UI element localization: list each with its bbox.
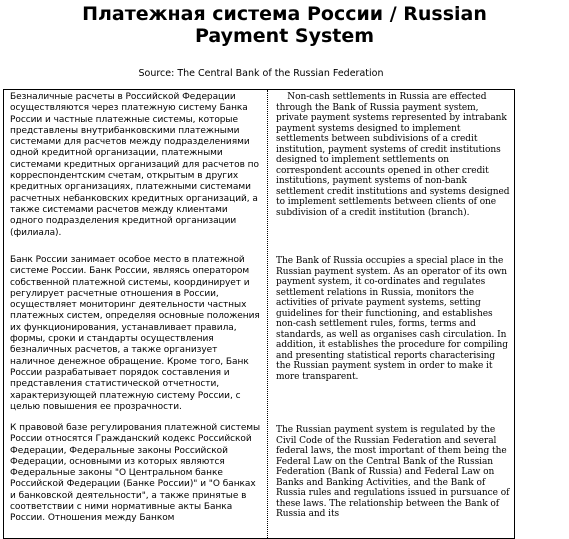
russian-paragraph-2: Банк России занимает особое место в платежной системе России. Банк России, являясь оператором собственной платежной системы, координирует и регулирует расчетные отношения в России, осуществляет мониторинг деятельности частных платежных систем, определяя основные положения их функционирования, устанавливает правила, формы, сроки и стандарты осуществления безналичных расчетов, а также организует наличное денежное обращение. Кроме того, Банк России разрабатывает порядок составления и представления статистической отчетности, характеризующей платежную систему России, с целью повышения ее прозрачности. xyxy=(10,255,260,412)
page-title xyxy=(0,3,569,47)
title-line-1: Платежная система России / Russian xyxy=(82,3,487,25)
russian-paragraph-3: К правовой базе регулирования платежной системы России относятся Гражданский кодекс Российской Федерации, Федеральные законы Российской Федерации, основными из которых являются Федеральные законы "О Центральном банке Российской Федерации (Банке России)" и "О банках и банковской деятельности", а также принятые в соответствии с ними нормативные акты Банка России. Отношения между Банком xyxy=(10,423,261,524)
title-line-2: Payment System xyxy=(194,25,375,47)
bilingual-table xyxy=(3,89,515,539)
english-paragraph-2: The Bank of Russia occupies a special place in the Russian payment system. As an operator of its own payment system, it co-ordinates and regulates settlement relations in Russia, monitors the activities of private payment systems, setting guidelines for their functioning, and establishes non-cash settlement rules, forms, terms and standards, as well as organises cash circulation. In addition, it establishes the procedure for compiling and presenting statistical reports characterising the Russian payment system in order to make it more transparent. xyxy=(276,256,508,382)
english-paragraph-3: The Russian payment system is regulated by the Civil Code of the Russian Federation and several federal laws, the most important of them being the Federal Law on the Central Bank of the Russian Federation (Bank of Russia) and Federal Law on Banks and Banking Activities, and the Bank of Russia rules and regulations issued in pursuance of these laws. The relationship between the Bank of Russia and its xyxy=(276,425,510,519)
english-paragraph-1: Non-cash settlements in Russia are effected through the Bank of Russia payment system, private payment systems represented by intrabank payment systems designed to implement settlements between subdivisions of a credit institution, payment systems of credit institutions designed to implement settlements on correspondent accounts opened in other credit institutions, payment systems of non-bank settlement credit institutions and systems designed to implement settlements between clients of one subdivision of a credit institution (branch). xyxy=(276,92,513,218)
column-divider xyxy=(267,90,268,538)
source-note: Source: The Central Bank of the Russian Federation xyxy=(138,68,384,79)
russian-paragraph-1: Безналичные расчеты в Российской Федерации осуществляются через платежную систему Банка России и частные платежные системы, которые представлены внутрибанковскими платежными системами для расчетов между подразделениями одной кредитной организации, платежными системами кредитных организаций для расчетов по корреспондентским счетам, открытым в других кредитных организациях, платежными системами расчетных небанковских кредитных организаций, а также системами расчетов между клиентами одного подразделения кредитной организации (филиала). xyxy=(10,92,259,238)
